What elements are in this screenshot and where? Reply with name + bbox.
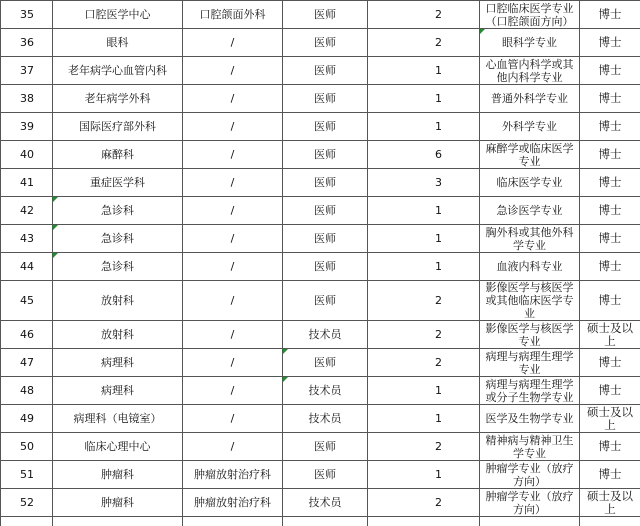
cell-subdivision[interactable]: / [183, 141, 283, 169]
cell-department[interactable]: 急诊科 [53, 197, 183, 225]
cell-number[interactable]: 52 [1, 489, 53, 517]
cell-headcount[interactable]: 1 [368, 461, 480, 489]
cell-position[interactable]: 技术员 [283, 489, 368, 517]
cell-major[interactable]: 麻醉学或临床医学专业 [480, 141, 580, 169]
cell-education[interactable]: 博士 [580, 433, 640, 461]
cell-number[interactable]: 35 [1, 1, 53, 29]
cell-education[interactable]: 博士 [580, 377, 640, 405]
table-row [1, 85, 640, 113]
cell-headcount[interactable]: 1 [368, 57, 480, 85]
cell-major[interactable]: 肿瘤学专业（放疗方向） [480, 489, 580, 517]
table-cell-empty [183, 517, 283, 526]
cell-education[interactable]: 博士 [580, 169, 640, 197]
cell-subdivision[interactable]: / [183, 281, 283, 321]
cell-major[interactable]: 肿瘤学专业（放疗方向） [480, 461, 580, 489]
cell-subdivision[interactable]: 口腔颌面外科 [183, 1, 283, 29]
cell-position[interactable]: 医师 [283, 197, 368, 225]
cell-position[interactable]: 医师 [283, 1, 368, 29]
cell-major[interactable]: 病理与病理生理学专业 [480, 349, 580, 377]
cell-education[interactable]: 硕士及以上 [580, 321, 640, 349]
table-cell-empty [283, 517, 368, 526]
table-cell-empty [480, 517, 580, 526]
cell-major[interactable]: 口腔临床医学专业（口腔颌面方向） [480, 1, 580, 29]
cell-major[interactable]: 影像医学与核医学或其他临床医学专业 [480, 281, 580, 321]
table-row [1, 57, 640, 85]
cell-subdivision[interactable]: / [183, 433, 283, 461]
table-row [1, 433, 640, 461]
table-row [1, 281, 640, 321]
cell-number[interactable]: 51 [1, 461, 53, 489]
cell-number[interactable]: 45 [1, 281, 53, 321]
table-row [1, 113, 640, 141]
cell-number[interactable]: 36 [1, 29, 53, 57]
cell-position[interactable]: 技术员 [283, 321, 368, 349]
cell-education[interactable]: 博士 [580, 85, 640, 113]
cell-major[interactable]: 影像医学与核医学专业 [480, 321, 580, 349]
cell-headcount[interactable]: 1 [368, 377, 480, 405]
cell-education[interactable]: 博士 [580, 1, 640, 29]
cell-headcount[interactable]: 1 [368, 253, 480, 281]
cell-position[interactable]: 技术员 [283, 405, 368, 433]
cell-department[interactable]: 肿瘤科 [53, 461, 183, 489]
cell-education[interactable]: 硕士及以上 [580, 489, 640, 517]
cell-education[interactable]: 博士 [580, 461, 640, 489]
cell-major[interactable]: 急诊医学专业 [480, 197, 580, 225]
cell-number[interactable]: 39 [1, 113, 53, 141]
cell-position[interactable]: 医师 [283, 225, 368, 253]
cell-major[interactable]: 外科学专业 [480, 113, 580, 141]
table-cell-empty [1, 517, 53, 526]
cell-subdivision[interactable]: / [183, 405, 283, 433]
table-row [1, 169, 640, 197]
cell-number[interactable]: 37 [1, 57, 53, 85]
cell-position[interactable]: 医师 [283, 85, 368, 113]
cell-headcount[interactable]: 2 [368, 433, 480, 461]
table-row [1, 253, 640, 281]
cell-department[interactable]: 临床心理中心 [53, 433, 183, 461]
table-row [1, 321, 640, 349]
cell-subdivision[interactable]: / [183, 113, 283, 141]
cell-subdivision[interactable]: / [183, 197, 283, 225]
cell-major[interactable]: 精神病与精神卫生学专业 [480, 433, 580, 461]
cell-headcount[interactable]: 3 [368, 169, 480, 197]
cell-position[interactable]: 医师 [283, 253, 368, 281]
cell-number[interactable]: 47 [1, 349, 53, 377]
cell-headcount[interactable]: 6 [368, 141, 480, 169]
cell-department[interactable]: 老年病学外科 [53, 85, 183, 113]
cell-subdivision[interactable]: / [183, 377, 283, 405]
cell-education[interactable]: 博士 [580, 349, 640, 377]
cell-headcount[interactable]: 2 [368, 29, 480, 57]
cell-number[interactable]: 44 [1, 253, 53, 281]
cell-subdivision[interactable]: / [183, 349, 283, 377]
table-row [1, 225, 640, 253]
cell-education[interactable]: 博士 [580, 141, 640, 169]
table-cell-empty [580, 517, 640, 526]
cell-subdivision[interactable]: 肿瘤放射治疗科 [183, 461, 283, 489]
cell-major[interactable]: 病理与病理生理学或分子生物学专业 [480, 377, 580, 405]
cell-number[interactable]: 48 [1, 377, 53, 405]
cell-headcount[interactable]: 1 [368, 85, 480, 113]
cell-headcount[interactable]: 1 [368, 405, 480, 433]
cell-position[interactable]: 技术员 [283, 377, 368, 405]
table-body [1, 1, 640, 526]
cell-department[interactable]: 急诊科 [53, 253, 183, 281]
table-row-partial [1, 517, 640, 526]
table-cell-empty [53, 517, 183, 526]
cell-major[interactable]: 普通外科学专业 [480, 85, 580, 113]
cell-subdivision[interactable]: 肿瘤放射治疗科 [183, 489, 283, 517]
cell-headcount[interactable]: 1 [368, 225, 480, 253]
cell-department[interactable]: 放射科 [53, 281, 183, 321]
cell-position[interactable]: 医师 [283, 141, 368, 169]
table-row [1, 405, 640, 433]
cell-number[interactable]: 41 [1, 169, 53, 197]
table-row [1, 489, 640, 517]
cell-position[interactable]: 医师 [283, 433, 368, 461]
cell-subdivision[interactable]: / [183, 57, 283, 85]
cell-department[interactable]: 国际医疗部外科 [53, 113, 183, 141]
cell-education[interactable]: 硕士及以上 [580, 405, 640, 433]
cell-education[interactable]: 博士 [580, 253, 640, 281]
cell-department[interactable]: 急诊科 [53, 225, 183, 253]
cell-education[interactable]: 博士 [580, 57, 640, 85]
cell-subdivision[interactable]: / [183, 253, 283, 281]
cell-department[interactable]: 重症医学科 [53, 169, 183, 197]
cell-major[interactable]: 眼科学专业 [480, 29, 580, 57]
table-row [1, 461, 640, 489]
cell-headcount[interactable]: 2 [368, 1, 480, 29]
cell-headcount[interactable]: 2 [368, 281, 480, 321]
cell-department[interactable]: 病理科 [53, 377, 183, 405]
cell-subdivision[interactable]: / [183, 169, 283, 197]
cell-position[interactable]: 医师 [283, 113, 368, 141]
cell-headcount[interactable]: 2 [368, 489, 480, 517]
cell-number[interactable]: 38 [1, 85, 53, 113]
table-row [1, 197, 640, 225]
cell-education[interactable]: 博士 [580, 281, 640, 321]
cell-number[interactable]: 40 [1, 141, 53, 169]
cell-number[interactable]: 43 [1, 225, 53, 253]
cell-department[interactable]: 老年病学心血管内科 [53, 57, 183, 85]
table-row [1, 377, 640, 405]
cell-major[interactable]: 医学及生物学专业 [480, 405, 580, 433]
cell-position[interactable]: 医师 [283, 169, 368, 197]
cell-department[interactable]: 病理科（电镜室） [53, 405, 183, 433]
cell-headcount[interactable]: 1 [368, 197, 480, 225]
cell-department[interactable]: 口腔医学中心 [53, 1, 183, 29]
cell-subdivision[interactable]: / [183, 29, 283, 57]
cell-position[interactable]: 医师 [283, 349, 368, 377]
cell-position[interactable]: 医师 [283, 29, 368, 57]
cell-position[interactable]: 医师 [283, 57, 368, 85]
cell-department[interactable]: 病理科 [53, 349, 183, 377]
cell-position[interactable]: 医师 [283, 461, 368, 489]
table-row [1, 29, 640, 57]
cell-number[interactable]: 49 [1, 405, 53, 433]
cell-number[interactable]: 50 [1, 433, 53, 461]
cell-subdivision[interactable]: / [183, 85, 283, 113]
table-cell-empty [368, 517, 480, 526]
cell-position[interactable]: 医师 [283, 281, 368, 321]
cell-number[interactable]: 42 [1, 197, 53, 225]
cell-subdivision[interactable]: / [183, 321, 283, 349]
table-row [1, 141, 640, 169]
cell-major[interactable]: 血液内科专业 [480, 253, 580, 281]
cell-education[interactable]: 博士 [580, 113, 640, 141]
table-row [1, 1, 640, 29]
cell-department[interactable]: 肿瘤科 [53, 489, 183, 517]
cell-subdivision[interactable]: / [183, 225, 283, 253]
cell-department[interactable]: 麻醉科 [53, 141, 183, 169]
cell-education[interactable]: 博士 [580, 197, 640, 225]
cell-major[interactable]: 心血管内科学或其他内科学专业 [480, 57, 580, 85]
cell-department[interactable]: 放射科 [53, 321, 183, 349]
cell-education[interactable]: 博士 [580, 29, 640, 57]
cell-number[interactable]: 46 [1, 321, 53, 349]
cell-headcount[interactable]: 2 [368, 349, 480, 377]
cell-headcount[interactable]: 1 [368, 113, 480, 141]
cell-headcount[interactable]: 2 [368, 321, 480, 349]
cell-major[interactable]: 胸外科或其他外科学专业 [480, 225, 580, 253]
cell-education[interactable]: 博士 [580, 225, 640, 253]
cell-department[interactable]: 眼科 [53, 29, 183, 57]
cell-major[interactable]: 临床医学专业 [480, 169, 580, 197]
table-row [1, 349, 640, 377]
